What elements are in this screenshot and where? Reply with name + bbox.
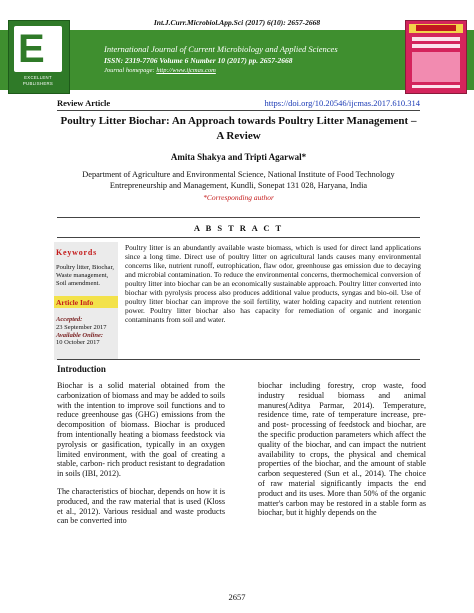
journal-title: International Journal of Current Microbiology and Applied Sciences (104, 44, 338, 54)
article-type: Review Article (57, 98, 111, 108)
journal-cover-image (405, 20, 467, 94)
accepted-label: Accepted: (56, 316, 83, 323)
right-column (258, 381, 426, 526)
intro-paragraph: The characteristics of biochar, depends on how it is produced, and the raw material that is used (Kloss et al., 2012). Various residual and waste products can be converted into (57, 486, 225, 526)
intro-paragraph: Biochar is a solid material obtained from the carbonization of biomass and may be added to soils with the intention to improve soil functions and to reduce greenhouse gas (GHG) emissions from the decomposition of biomass. Biochar is produced from intentionally heating a biomass feedstock via pyrolysis or gasification, typically in an oxygen limited environment, with the goal of creating a stable, carbon- rich product resistant to degradation in soils (IBI, 2012). (57, 381, 225, 479)
available-date: 10 October 2017 (56, 339, 100, 347)
article-title: Poultry Litter Biochar: An Approach towards Poultry Litter Management – A Review (60, 115, 417, 142)
page-number: 2657 (228, 592, 246, 602)
left-column (57, 381, 225, 534)
journal-issn: ISSN: 2319-7706 Volume 6 Number 10 (2017) pp. 2657-2668 (104, 56, 293, 65)
article-info-title: Article Info (56, 298, 94, 307)
publisher-logo-text: EXCELLENT PUBLISHERS (22, 75, 54, 86)
publisher-logo-mark (14, 26, 62, 72)
running-head: Int.J.Curr.Microbiol.App.Sci (2017) 6(10): 2657-2668 (153, 18, 321, 27)
homepage-label: Journal homepage: (104, 67, 157, 74)
intro-paragraph: biochar including forestry, crop waste, food industry residual biomass and animal manures(Aditya Parmar, 2014). Temperature, residence time, rate of temperature increase, pre- and post- processing of feedstock and biochar, are the specific production parameters which affect the quality of the biochar, and can impact the nutrient availability to crops, the physical and chemical properties of the biochar, and the amount of stable carbon sequestered (Sun et al., 2014). The choice of raw material significantly impacts the end product and its uses. More than 50% of the organic matter's carbon may be restored in a stable form as biochar, but it highly depends on the (258, 381, 426, 518)
corresponding-author-note: *Corresponding author (203, 193, 274, 202)
abstract-heading: A B S T R A C T (193, 223, 284, 233)
abstract-text: Poultry litter is an abundantly available waste biomass, which is used for direct land applications since a long time. Direct use of poultry litter on agricultural lands causes many environmental concerns like, nutrient runoff, eutrophication, flaw odor, greenhouse gas emission due to decaying and microbial contamination. To reduce the environmental concerns, thermochemical conversion of poultry litter into biochar can be an economically sustainable approach. Poultry litter converted into biochar with pyrolysis process also produces additional value products, syngas and bio-oil. Use of poultry litter biochar can improve the soil fertility, water holding capacity and nutrient retention power. Poultry litter biochar also has capacity for remediation of organic and inorganic contaminants from soil and water. (125, 243, 421, 325)
journal-homepage (104, 67, 374, 74)
author-affiliation: Department of Agriculture and Environmental Science, National Institute of Food Technology Entrepreneurship and Management, Kundli, Sonepat 131 028, Haryana, India (82, 170, 395, 190)
divider (57, 110, 420, 111)
keywords-title: Keywords (56, 248, 98, 257)
divider (57, 237, 420, 238)
homepage-link[interactable]: http://www.ijcmas.com (156, 67, 216, 74)
divider (57, 359, 420, 360)
article-authors: Amita Shakya and Tripti Agarwal* (170, 152, 307, 162)
introduction-heading: Introduction (57, 364, 106, 374)
doi-link[interactable]: https://doi.org/10.20546/ijcmas.2017.610.314 (264, 98, 420, 108)
article-dates (56, 316, 118, 347)
keywords-list: Poultry litter, Biochar, Waste management, Soil amendment. (56, 264, 114, 288)
divider (57, 217, 420, 218)
available-label: Available Online: (56, 331, 104, 339)
logo-letter: E (18, 27, 45, 71)
accepted-date: 23 September 2017 (56, 323, 107, 331)
